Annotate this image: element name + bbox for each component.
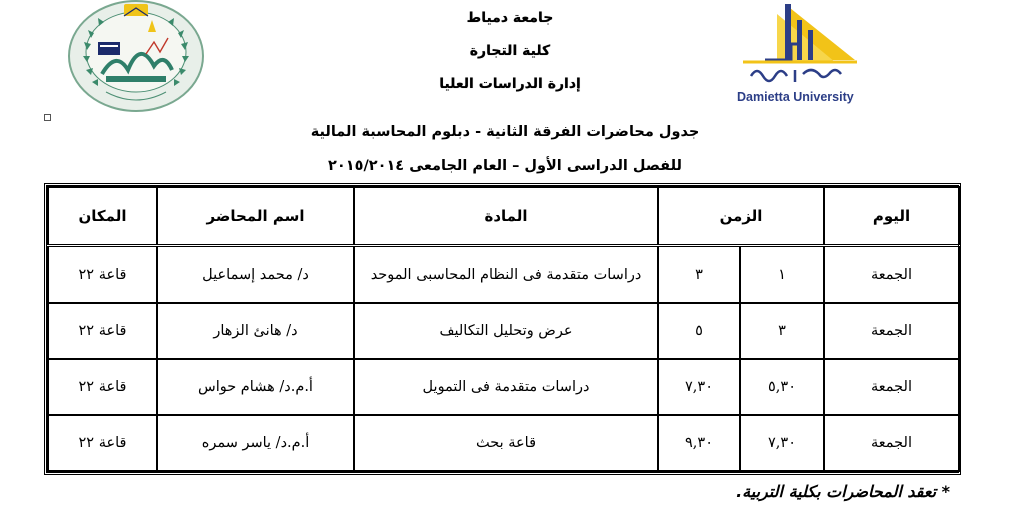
footnote: * تعقد المحاضرات بكلية التربية.: [736, 482, 950, 501]
cell-time-from: ٧,٣٠: [740, 415, 824, 471]
cell-subject: دراسات متقدمة فى النظام المحاسبى الموحد: [354, 246, 658, 304]
university-english-name: Damietta University: [737, 90, 854, 104]
cell-place: قاعة ٢٢: [48, 246, 157, 304]
schedule-table: [44, 183, 961, 475]
university-name: جامعة دمياط: [466, 10, 554, 26]
cell-lecturer: أ.م.د/ هشام حواس: [157, 359, 354, 415]
cell-day: الجمعة: [824, 415, 959, 471]
table-row: [48, 415, 959, 471]
cell-lecturer: أ.م.د/ ياسر سمره: [157, 415, 354, 471]
header-lecturer: اسم المحاضر: [157, 187, 354, 246]
table-header-row: [48, 187, 959, 246]
table-row: [48, 359, 959, 415]
header-place: المكان: [48, 187, 157, 246]
cell-time-to: ٩,٣٠: [658, 415, 740, 471]
cell-subject: دراسات متقدمة فى التمويل: [354, 359, 658, 415]
header-subject: المادة: [354, 187, 658, 246]
header-time: الزمن: [658, 187, 824, 246]
cell-subject: عرض وتحليل التكاليف: [354, 303, 658, 359]
cell-time-to: ٧,٣٠: [658, 359, 740, 415]
cell-day: الجمعة: [824, 303, 959, 359]
faculty-logo: [66, 0, 206, 112]
table-row: [48, 246, 959, 304]
cell-lecturer: د/ محمد إسماعيل: [157, 246, 354, 304]
cell-time-to: ٥: [658, 303, 740, 359]
cell-subject: قاعة بحث: [354, 415, 658, 471]
cell-lecturer: د/ هانئ الزهار: [157, 303, 354, 359]
cell-time-from: ٣: [740, 303, 824, 359]
header-day: اليوم: [824, 187, 959, 246]
cell-place: قاعة ٢٢: [48, 303, 157, 359]
schedule-title: جدول محاضرات الفرقة الثانية - دبلوم المحاسبة المالية: [310, 124, 700, 140]
faculty-name: كلية التجارة: [469, 43, 551, 59]
cell-time-from: ٥,٣٠: [740, 359, 824, 415]
cell-day: الجمعة: [824, 246, 959, 304]
cell-place: قاعة ٢٢: [48, 415, 157, 471]
department-name: إدارة الدراسات العليا: [439, 76, 581, 92]
cell-time-from: ١: [740, 246, 824, 304]
checkbox-marker: [44, 114, 51, 121]
cell-day: الجمعة: [824, 359, 959, 415]
cell-time-to: ٣: [658, 246, 740, 304]
table-row: [48, 303, 959, 359]
university-logo: [735, 0, 865, 110]
cell-place: قاعة ٢٢: [48, 359, 157, 415]
schedule-subtitle: للفصل الدراسى الأول – العام الجامعى ٢٠١٥/٢٠١٤: [328, 158, 682, 174]
